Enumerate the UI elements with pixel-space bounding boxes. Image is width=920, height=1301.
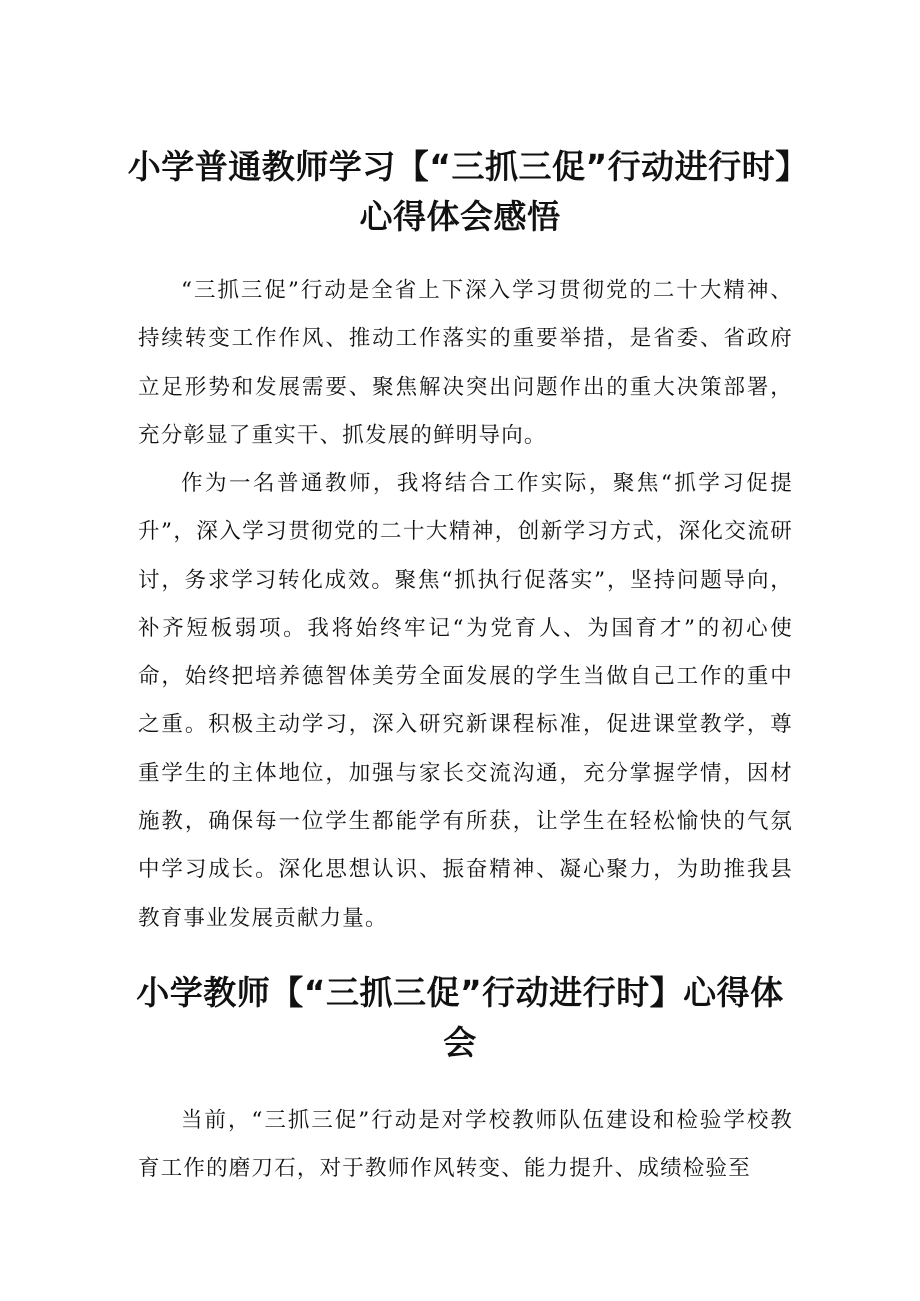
- section-2-paragraph-1: 当前，“三抓三促”行动是对学校教师队伍建设和检验学校教育工作的磨刀石，对于教师作风转变、能力提升、成绩检验至: [138, 1108, 793, 1182]
- section-1-title: 小学普通教师学习【“三抓三促”行动进行时】心得体会感悟: [127, 147, 793, 236]
- section-2-title: 小学教师【“三抓三促”行动进行时】心得体会: [136, 973, 784, 1062]
- section-1-paragraph-2: 作为一名普通教师，我将结合工作实际，聚焦“抓学习促提升”，深入学习贯彻党的二十大精神，创新学习方式，深化交流研讨，务求学习转化成效。聚焦“抓执行促落实”，坚持问题导向，补齐短板弱项。我将始终牢记“为党育人、为国育才”的初心使命，始终把培养德智体美劳全面发展的学生当做自己工作的重中之重。积极主动学习，深入研究新课程标准，促进课堂教学，尊重学生的主体地位，加强与家长交流沟通，充分掌握学情，因材施教，确保每一位学生都能学有所获，让学生在轻松愉快的气氛中学习成长。深化思想认识、振奋精神、凝心聚力，为助推我县教育事业发展贡献力量。: [138, 471, 793, 931]
- section-1-paragraph-1: “三抓三促”行动是全省上下深入学习贯彻党的二十大精神、持续转变工作作风、推动工作落实的重要举措，是省委、省政府立足形势和发展需要、聚焦解决突出问题作出的重大决策部署，充分彰显了重实干、抓发展的鲜明导向。: [138, 278, 793, 448]
